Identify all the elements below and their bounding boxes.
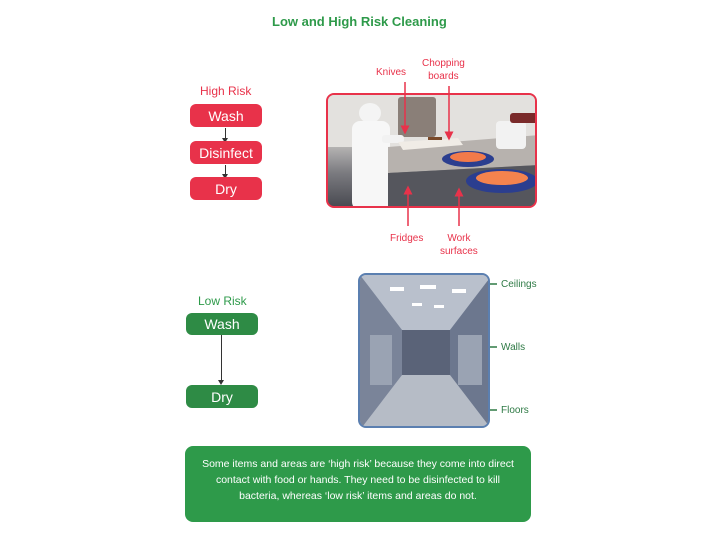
page-title: Low and High Risk Cleaning [272,14,447,29]
low-risk-step-dry: Dry [186,385,258,408]
corridor-scene [360,275,490,428]
callout-floors: Floors [501,405,529,416]
low-risk-arrow [221,335,222,381]
high-risk-label: High Risk [200,84,252,98]
high-risk-step-disinfect: Disinfect [190,141,262,164]
callout-work-surfaces: Work surfaces [440,233,478,257]
corridor-photo [358,273,490,428]
callout-fridges: Fridges [390,233,424,244]
callout-walls: Walls [501,342,526,353]
low-risk-label: Low Risk [198,294,247,308]
callout-ceilings: Ceilings [501,279,537,290]
callout-knives: Knives [376,67,407,78]
low-risk-step-wash: Wash [186,313,258,335]
callout-chopping-boards: Chopping boards [422,58,465,82]
high-risk-step-wash: Wash [190,104,262,127]
high-risk-step-dry: Dry [190,177,262,200]
info-box: Some items and areas are ‘high risk’ because they come into direct contact with food or hands. They need to be disinfected to kill bacteria, whereas ‘low risk’ items and areas do not. [185,446,531,522]
